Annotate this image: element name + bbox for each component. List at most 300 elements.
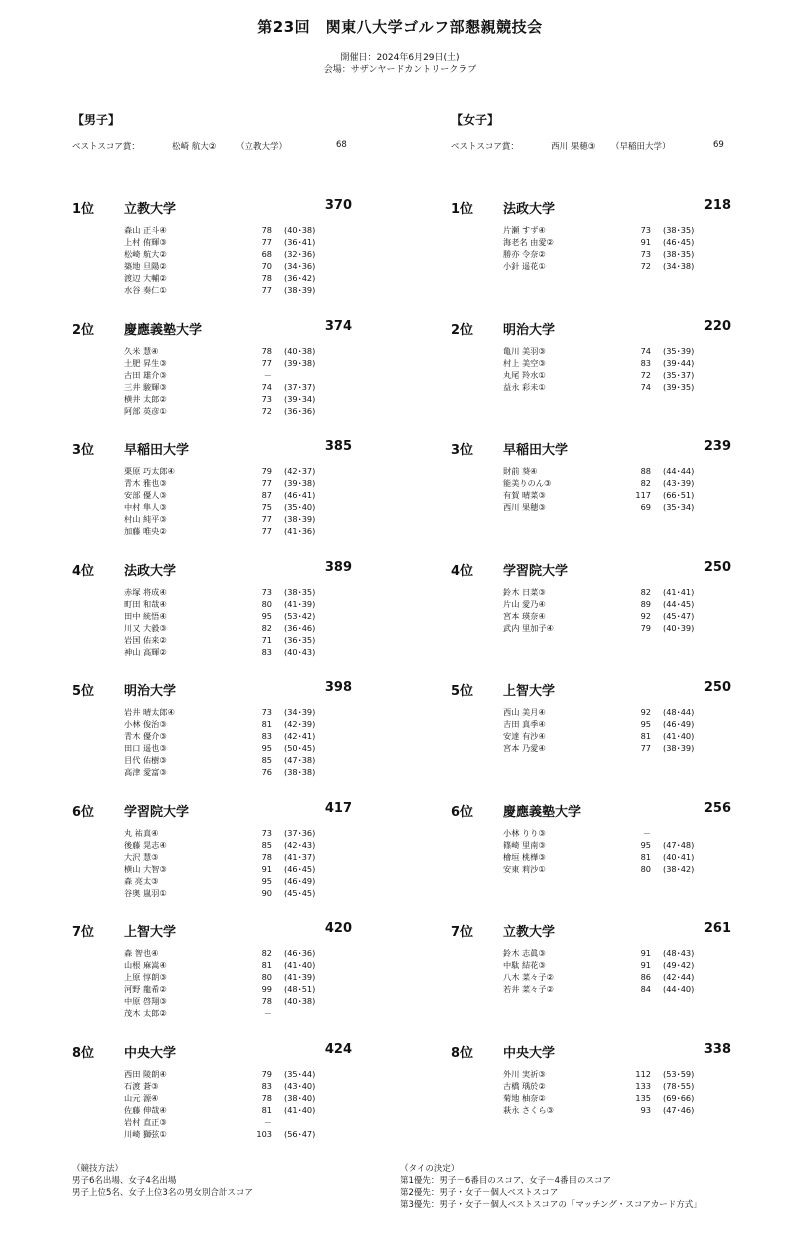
player-row <box>124 718 352 730</box>
team-total: 370 <box>324 198 352 213</box>
player-split: (45･47) <box>663 610 695 621</box>
player-name: 能美りのん③ <box>503 478 552 488</box>
player-name: 岩井 晴太郎④ <box>124 707 175 717</box>
player-name: 三井 駿輝③ <box>124 381 167 392</box>
player-score: 71 <box>261 634 272 645</box>
player-score: － <box>642 827 651 838</box>
player-score: 73 <box>261 707 272 717</box>
team-rank: 4位 <box>72 563 95 579</box>
player-split: (48･44) <box>663 707 695 717</box>
team-total: 250 <box>703 680 731 695</box>
player-name: 上村 侑輝③ <box>124 237 167 247</box>
team-total: 218 <box>703 198 731 213</box>
player-row <box>124 766 352 778</box>
team-header <box>72 558 352 586</box>
player-score: 80 <box>640 863 651 874</box>
player-name: 小林 俊治③ <box>124 719 167 729</box>
player-split: (50･45) <box>284 743 316 753</box>
player-score: 78 <box>261 996 272 1006</box>
player-name: 水谷 奏仁① <box>124 285 167 295</box>
player-score: 95 <box>640 719 651 729</box>
team-total: 239 <box>703 439 731 454</box>
event-date: 開催日：2024年6月29日(土) <box>340 53 460 63</box>
method-line: 男子6名出場、女子4名出場 <box>72 1176 177 1186</box>
player-split: (37･37) <box>284 381 316 392</box>
player-score: 69 <box>640 502 651 512</box>
player-row <box>124 381 352 393</box>
player-name: 西山 美月④ <box>503 707 546 717</box>
player-row <box>503 260 731 272</box>
player-list <box>503 465 731 513</box>
player-name: 西川 果穂③ <box>503 502 546 512</box>
player-split: (47･38) <box>284 755 316 765</box>
player-name: 中村 隼人③ <box>124 502 167 512</box>
team-total: 220 <box>703 318 731 334</box>
player-name: 河野 龍希② <box>124 984 167 994</box>
team-block <box>451 919 731 1040</box>
team-rank: 5位 <box>72 684 95 699</box>
player-name: 安東 莉沙① <box>503 863 546 874</box>
player-name: 宮本 乃愛④ <box>503 743 546 753</box>
player-name: 田中 統悟④ <box>124 610 167 621</box>
player-score: 70 <box>261 261 272 271</box>
player-name: 横山 大智③ <box>124 863 167 874</box>
player-row <box>124 1092 352 1104</box>
player-name: 檜垣 桃樺③ <box>503 851 546 862</box>
player-name: 青木 雅也③ <box>124 478 167 488</box>
player-row <box>124 634 352 646</box>
team-block <box>451 799 731 920</box>
player-split: (42･41) <box>284 731 316 741</box>
team-header <box>451 437 731 465</box>
player-split: (39･44) <box>663 357 695 368</box>
player-score: 77 <box>261 285 272 295</box>
player-split: (38･39) <box>284 514 316 524</box>
player-row <box>503 706 731 718</box>
player-row <box>503 947 731 959</box>
team-block <box>72 437 352 558</box>
player-row <box>124 959 352 971</box>
player-name: 田口 遥也③ <box>124 743 167 753</box>
player-split: (35･44) <box>284 1068 316 1079</box>
player-split: (46･36) <box>284 948 316 958</box>
player-row <box>124 646 352 658</box>
player-name: 宮本 瑛奈④ <box>503 610 546 621</box>
player-name: 渡辺 大輔② <box>124 273 167 283</box>
team-block <box>72 1040 352 1161</box>
player-list <box>124 1068 352 1140</box>
player-split: (41･37) <box>284 851 316 862</box>
player-score: 84 <box>640 984 651 994</box>
team-header <box>72 799 352 827</box>
player-row <box>124 851 352 863</box>
player-split: (35･39) <box>663 345 695 356</box>
player-score: － <box>263 1008 272 1018</box>
player-score: 86 <box>640 972 651 982</box>
player-score: 135 <box>635 1092 651 1103</box>
player-name: 山元 源④ <box>124 1092 159 1103</box>
player-split: (47･48) <box>663 839 695 850</box>
player-split: (38･39) <box>284 285 316 295</box>
player-name: 松崎 航大② <box>124 249 167 259</box>
player-split: (34･36) <box>284 261 316 271</box>
player-row <box>124 887 352 899</box>
player-row <box>503 742 731 754</box>
team-total: 420 <box>324 921 352 936</box>
player-split: (40･39) <box>663 622 695 633</box>
player-score: 74 <box>640 381 651 392</box>
player-score: 73 <box>261 393 272 404</box>
player-row <box>503 489 731 501</box>
team-rank: 2位 <box>451 322 474 338</box>
player-row <box>503 1092 731 1104</box>
player-split: (40･41) <box>663 851 695 862</box>
team-block <box>72 919 352 1040</box>
player-row <box>124 345 352 357</box>
player-row <box>124 369 352 381</box>
player-score: 83 <box>261 731 272 741</box>
player-score: 73 <box>640 249 651 259</box>
player-name: 亀川 美羽③ <box>503 345 546 356</box>
player-split: (37･36) <box>284 827 316 838</box>
team-name: 早稲田大学 <box>503 443 569 458</box>
player-split: (41･39) <box>284 598 316 609</box>
team-header <box>451 799 731 827</box>
player-name: 中駄 結花③ <box>503 960 546 970</box>
team-total: 250 <box>703 559 731 575</box>
team-name: 中央大学 <box>124 1045 177 1061</box>
player-score: 95 <box>261 610 272 621</box>
player-split: (42･39) <box>284 719 316 729</box>
player-split: (38･38) <box>284 767 316 777</box>
player-score: 79 <box>640 622 651 633</box>
player-row <box>124 236 352 248</box>
player-row <box>124 465 352 477</box>
player-row <box>124 260 352 272</box>
player-list <box>503 586 731 634</box>
player-split: (41･40) <box>663 731 695 741</box>
competition-method <box>72 1163 253 1199</box>
player-name: 中原 啓翔③ <box>124 996 167 1006</box>
player-split: (42･37) <box>284 466 316 476</box>
team-name: 学習院大学 <box>124 804 190 820</box>
player-name: 森 智也④ <box>124 948 159 958</box>
player-row <box>124 284 352 296</box>
tie-line: 第3優先：男子・女子－個人ベストスコアの「マッチング・スコアカード方式」 <box>400 1200 702 1210</box>
team-total: 385 <box>324 439 352 454</box>
player-row <box>503 983 731 995</box>
player-split: (46･49) <box>284 875 316 886</box>
men-heading: 【男子】 <box>72 113 121 127</box>
player-split: (44･44) <box>663 466 695 476</box>
player-split: (38･42) <box>663 863 695 874</box>
player-split: (36･35) <box>284 634 316 645</box>
team-header <box>451 196 731 224</box>
player-score: 83 <box>640 357 651 368</box>
player-row <box>124 525 352 537</box>
player-score: 80 <box>261 972 272 982</box>
player-name: 古田 雄介③ <box>124 369 167 380</box>
player-row <box>124 971 352 983</box>
player-score: 83 <box>261 1080 272 1091</box>
player-name: 青木 優介③ <box>124 731 167 741</box>
player-row <box>124 598 352 610</box>
player-score: 133 <box>635 1080 651 1091</box>
women-heading: 【女子】 <box>451 113 500 127</box>
player-score: 85 <box>261 755 272 765</box>
player-split: (40･38) <box>284 345 316 356</box>
player-name: 森 亮太③ <box>124 875 159 886</box>
player-split: (35･40) <box>284 502 316 512</box>
player-name: 阿部 英彦① <box>124 405 167 416</box>
player-list <box>503 224 731 272</box>
men-results <box>72 196 352 1160</box>
player-list <box>503 345 731 393</box>
player-name: 茂木 太郎② <box>124 1008 167 1018</box>
player-split: (41･40) <box>284 960 316 970</box>
player-split: (40･43) <box>284 646 316 657</box>
player-row <box>124 947 352 959</box>
player-split: (39･35) <box>663 381 695 392</box>
player-name: 川崎 獅弦① <box>124 1128 167 1139</box>
player-name: 岩国 佑来② <box>124 634 167 645</box>
player-row <box>124 983 352 995</box>
player-split: (41･40) <box>284 1104 316 1115</box>
team-name: 慶應義塾大学 <box>503 804 582 820</box>
team-rank: 6位 <box>451 804 474 820</box>
player-split: (48･51) <box>284 984 316 994</box>
player-name: 丸 祐真④ <box>124 827 159 838</box>
player-split: (36･42) <box>284 273 316 283</box>
player-name: 栗原 巧太郎④ <box>124 466 175 476</box>
player-score: 82 <box>640 586 651 597</box>
player-list <box>124 947 352 1019</box>
best-label: ベストスコア賞： <box>451 142 519 152</box>
player-score: 77 <box>261 237 272 247</box>
method-title: （競技方法） <box>72 1164 124 1174</box>
player-name: 山根 麻嵩④ <box>124 960 167 970</box>
player-score: 77 <box>261 357 272 368</box>
player-name: 古橋 瑀於② <box>503 1080 546 1091</box>
player-split: (43･39) <box>663 478 695 488</box>
player-name: 片山 愛乃④ <box>503 598 546 609</box>
player-row <box>124 827 352 839</box>
player-row <box>124 1068 352 1080</box>
player-name: 町田 和哉④ <box>124 598 167 609</box>
player-row <box>124 513 352 525</box>
player-row <box>503 248 731 260</box>
team-header <box>451 1040 731 1068</box>
player-split: (35･34) <box>663 502 695 512</box>
player-row <box>503 718 731 730</box>
player-name: 海老名 由愛② <box>503 237 554 247</box>
player-score: 81 <box>640 851 651 862</box>
player-row <box>124 1128 352 1140</box>
player-score: 78 <box>261 1092 272 1103</box>
best-school: （早稲田大学） <box>611 142 671 152</box>
team-name: 法政大学 <box>503 202 556 217</box>
player-row <box>124 477 352 489</box>
player-score: 117 <box>635 490 651 500</box>
team-rank: 6位 <box>72 804 95 820</box>
player-score: 92 <box>640 610 651 621</box>
player-split: (36･41) <box>284 237 316 247</box>
player-score: 92 <box>640 707 651 717</box>
player-row <box>124 1104 352 1116</box>
team-block <box>72 799 352 920</box>
page-title: 第23回 関東八大学ゴルフ部懇親競技会 <box>257 18 543 36</box>
player-split: (36･46) <box>284 622 316 633</box>
player-name: 篠崎 里南③ <box>503 839 546 850</box>
team-rank: 8位 <box>72 1045 95 1061</box>
player-name: 小針 遥花① <box>503 261 546 271</box>
event-meta <box>0 52 800 76</box>
player-row <box>503 224 731 236</box>
player-list <box>503 827 731 875</box>
player-split: (34･39) <box>284 707 316 717</box>
team-block <box>72 678 352 799</box>
player-score: 89 <box>640 598 651 609</box>
player-row <box>503 586 731 598</box>
player-row <box>124 622 352 634</box>
tie-line: 第1優先：男子－6番目のスコア、女子－4番目のスコア <box>400 1176 612 1186</box>
team-total: 261 <box>703 921 731 936</box>
player-name: 加藤 唯央② <box>124 526 167 536</box>
player-score: 81 <box>261 960 272 970</box>
player-split: (38･39) <box>663 743 695 753</box>
player-score: 95 <box>261 743 272 753</box>
player-score: 82 <box>261 948 272 958</box>
team-rank: 5位 <box>451 684 474 699</box>
player-split: (44･45) <box>663 598 695 609</box>
player-name: 後藤 晃志④ <box>124 839 167 850</box>
player-split: (46･45) <box>663 237 695 247</box>
player-row <box>124 489 352 501</box>
player-row <box>124 393 352 405</box>
player-score: 73 <box>261 827 272 838</box>
player-score: 91 <box>640 237 651 247</box>
player-row <box>124 730 352 742</box>
player-name: 有賀 晴菜③ <box>503 490 546 500</box>
best-score-value: 69 <box>713 140 724 150</box>
player-list <box>124 465 352 537</box>
player-row <box>124 1007 352 1019</box>
player-row <box>503 369 731 381</box>
team-header <box>451 678 731 706</box>
player-name: 谷奥 嵐羽① <box>124 887 167 898</box>
player-split: (38･35) <box>663 249 695 259</box>
player-row <box>503 381 731 393</box>
player-split: (38･35) <box>284 586 316 597</box>
team-block <box>451 196 731 317</box>
player-split: (69･66) <box>663 1092 695 1103</box>
player-row <box>124 586 352 598</box>
team-block <box>451 678 731 799</box>
team-header <box>72 678 352 706</box>
player-name: 萩永 さくら③ <box>503 1104 554 1115</box>
player-row <box>124 1080 352 1092</box>
player-split: (46･49) <box>663 719 695 729</box>
player-name: 外川 実祈③ <box>503 1068 546 1079</box>
player-split: (39･38) <box>284 478 316 488</box>
player-score: － <box>263 1116 272 1127</box>
player-row <box>503 357 731 369</box>
player-score: 78 <box>261 225 272 235</box>
team-total: 374 <box>324 318 352 334</box>
player-row <box>503 839 731 851</box>
player-score: 77 <box>640 743 651 753</box>
player-score: 103 <box>256 1128 272 1139</box>
player-row <box>124 754 352 766</box>
player-score: 72 <box>640 261 651 271</box>
player-name: 佐藤 伸哉④ <box>124 1104 167 1115</box>
player-split: (40･38) <box>284 996 316 1006</box>
player-score: 73 <box>261 586 272 597</box>
team-block <box>72 317 352 438</box>
player-name: 村上 美空③ <box>503 357 546 368</box>
player-split: (46･41) <box>284 490 316 500</box>
player-name: 鈴木 志眞③ <box>503 948 546 958</box>
player-split: (56･47) <box>284 1128 316 1139</box>
player-score: 80 <box>261 598 272 609</box>
team-name: 慶應義塾大学 <box>124 322 203 338</box>
player-list <box>124 224 352 296</box>
team-total: 417 <box>324 800 352 816</box>
player-name: 若井 菜々子② <box>503 984 554 994</box>
player-row <box>124 610 352 622</box>
player-score: 95 <box>640 839 651 850</box>
player-name: 村山 純平③ <box>124 514 167 524</box>
tie-title: （タイの決定） <box>400 1164 460 1174</box>
player-row <box>503 827 731 839</box>
player-score: 79 <box>261 1068 272 1079</box>
team-block <box>451 437 731 558</box>
player-row <box>503 959 731 971</box>
player-split: (36･36) <box>284 405 316 416</box>
team-name: 立教大学 <box>124 202 177 217</box>
player-split: (66･51) <box>663 490 695 500</box>
team-name: 学習院大学 <box>503 563 569 579</box>
player-score: 87 <box>261 490 272 500</box>
player-row <box>503 465 731 477</box>
player-score: 77 <box>261 478 272 488</box>
best-name: 松崎 航大② <box>172 142 217 152</box>
player-score: 91 <box>640 960 651 970</box>
team-block <box>72 196 352 317</box>
player-score: 95 <box>261 875 272 886</box>
team-header <box>72 919 352 947</box>
player-row <box>124 742 352 754</box>
team-header <box>72 317 352 345</box>
player-name: 勝亦 令奈② <box>503 249 546 259</box>
player-name: 鈴木 日菜③ <box>503 586 546 597</box>
team-name: 明治大学 <box>503 322 556 338</box>
player-row <box>124 357 352 369</box>
player-row <box>503 501 731 513</box>
player-name: 益永 彩未① <box>503 381 546 392</box>
player-name: 高津 愛富③ <box>124 767 167 777</box>
player-name: 片瀬 すず④ <box>503 225 546 235</box>
player-score: 73 <box>640 225 651 235</box>
player-split: (41･39) <box>284 972 316 982</box>
player-score: 81 <box>261 1104 272 1115</box>
player-name: 築地 旦陽② <box>124 261 167 271</box>
player-name: 森山 正斗④ <box>124 225 167 235</box>
player-score: 72 <box>640 369 651 380</box>
player-score: 81 <box>640 731 651 741</box>
player-row <box>503 1068 731 1080</box>
player-name: 岩村 直正③ <box>124 1116 167 1127</box>
